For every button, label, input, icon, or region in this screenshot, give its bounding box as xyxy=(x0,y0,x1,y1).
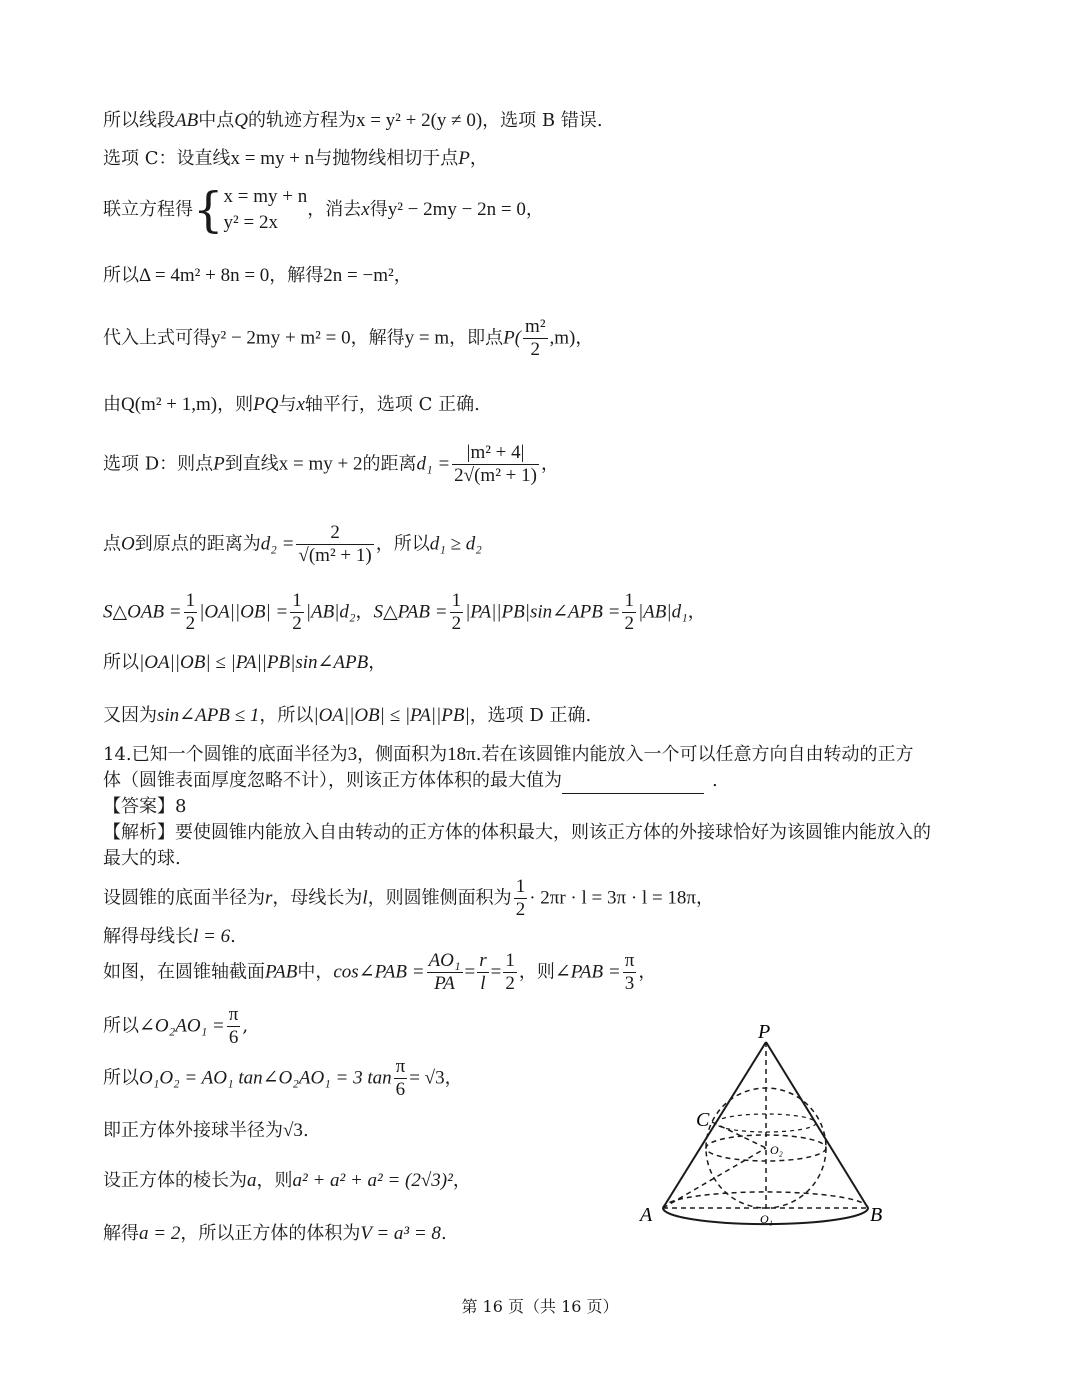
line-2: 选项 C：设直线x = my + n与抛物线相切于点P， xyxy=(103,148,488,169)
line-5: 代入上式可得y² − 2my + m² = 0，解得y = m，即点P( $\frac{\text{m²}}{2}$ ,m)， xyxy=(103,316,594,360)
line-20: 所以∠O₂AO₁ = $\frac{\pi}{6}$ , xyxy=(103,1004,249,1048)
line-17: 设圆锥的底面半径为r，母线长为l，则圆锥侧面积为 $\frac{1}{2}$ · 2πr · l = 3π · l = 18π， xyxy=(103,876,715,920)
equation-system: x = my + n y² = 2x xyxy=(223,186,308,233)
line-21: 所以O₁O₂ = AO₁ tan∠O₂AO₁ = 3 tan $\frac{\pi}{6}$ = √3， xyxy=(103,1056,463,1100)
line-7: 选项 D：则点P到直线x = my + 2的距离d₁ = $\frac{\text{|m² + 4|}}{\text{2√(m² + 1)}}$ ， xyxy=(103,442,559,486)
line-10: 所以|OA||OB| ≤ |PA||PB|sin∠APB， xyxy=(103,652,387,673)
line-19: 如图，在圆锥轴截面PAB中，cos∠PAB = $\frac{\text{AO₁}}{PA}$ = $\frac{r}{l}$ = $\frac{1}{2}$ ，则∠PAB = $\frac{\pi}{3}$ ， xyxy=(103,950,657,994)
line-22: 即正方体外接球半径为√3. xyxy=(103,1120,309,1141)
label-O1: O₁ xyxy=(760,1212,773,1226)
line-6: 由Q(m² + 1,m)，则PQ与x轴平行，选项 C 正确. xyxy=(103,394,480,415)
cone-edge-left xyxy=(663,1042,766,1208)
label-O2: O₂ xyxy=(770,1143,783,1157)
label-A: A xyxy=(640,1204,653,1226)
answer-label: 【答案】8 xyxy=(103,796,187,817)
line-23: 设正方体的棱长为a，则a² + a² + a² = (2√3)²， xyxy=(103,1170,471,1191)
label-B: B xyxy=(870,1204,883,1226)
cone-edge-right xyxy=(766,1042,868,1208)
line-3: 联立方程得{ x = my + n y² = 2x ，消去x得y² − 2my − 2n = 0， xyxy=(103,182,544,238)
line-18: 解得母线长l = 6. xyxy=(103,926,236,947)
label-C: C xyxy=(696,1109,710,1131)
analysis-line-1: 【解析】要使圆锥内能放入自由转动的正方体的体积最大，则该正方体的外接球恰好为该圆锥内能放入的 xyxy=(103,822,931,843)
page-footer: 第 16 页（共 16 页） xyxy=(461,1297,619,1316)
line-11: 又因为sin∠APB ≤ 1，所以|OA||OB| ≤ |PA||PB|，选项 D 正确. xyxy=(103,705,592,726)
line-9: S△OAB = $\frac{1}{2}$ |OA||OB| = $\frac{1}{2}$ |AB|d₂，S△PAB = $\frac{1}{2}$ |PA||PB|sin∠APB = $\frac{1}{2}$ |AB|d₁， xyxy=(103,590,706,634)
question-14-line-2: 体（圆锥表面厚度忽略不计），则该正方体体积的最大值为 . xyxy=(103,768,718,794)
line-4: 所以Δ = 4m² + 8n = 0，解得2n = −m²， xyxy=(103,265,412,286)
analysis-line-2: 最大的球. xyxy=(103,848,181,869)
label-P: P xyxy=(758,1021,771,1043)
question-14-line-1: 14.已知一个圆锥的底面半径为3，侧面积为18π.若在该圆锥内能放入一个可以任意方向自由转动的正方 xyxy=(103,744,914,765)
cone-sphere-figure xyxy=(630,1018,900,1248)
line-1: 所以线段AB中点Q的轨迹方程为x = y² + 2(y ≠ 0)，选项 B 错误. xyxy=(103,110,603,131)
line-8: 点O到原点的距离为d₂ = $\frac{2}{\text{√(m² + 1)}}$ ，所以d₁ ≥ d₂ xyxy=(103,522,482,566)
answer-blank xyxy=(562,775,704,794)
line-24: 解得a = 2，所以正方体的体积为V = a³ = 8. xyxy=(103,1223,447,1244)
